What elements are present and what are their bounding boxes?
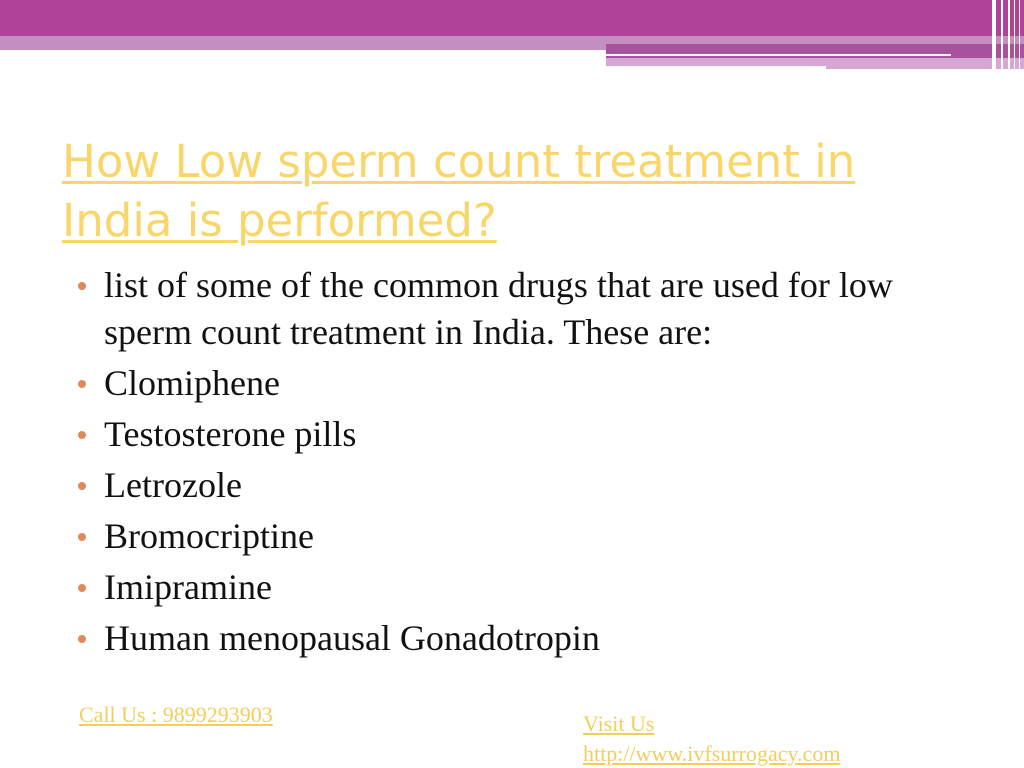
header-vertical-line <box>992 0 996 70</box>
header-band <box>0 0 1024 36</box>
slide-title[interactable]: How Low sperm count treatment in India is performed? <box>62 135 856 247</box>
bullet-dot-icon <box>78 380 86 388</box>
bullet-text: Bromocriptine <box>104 516 314 556</box>
header-vertical-line <box>1019 0 1020 70</box>
bullet-item <box>78 462 958 509</box>
website-link[interactable]: http://www.ivfsurrogacy.com <box>583 741 841 766</box>
header-vertical-line <box>1008 0 1010 70</box>
visit-us-block[interactable] <box>583 709 963 768</box>
bullet-item <box>78 564 958 611</box>
header-vertical-line <box>1001 0 1003 70</box>
bullet-text: Letrozole <box>104 465 242 505</box>
bullet-item <box>78 360 958 407</box>
bullet-text: Clomiphene <box>104 363 280 403</box>
bullet-dot-icon <box>78 584 86 592</box>
call-us-link[interactable]: Call Us : 9899293903 <box>79 702 273 727</box>
bullet-list <box>78 262 958 666</box>
header-band-strip <box>606 58 1024 66</box>
bullet-text: list of some of the common drugs that are used for low sperm count treatment in India. These are: <box>104 265 893 352</box>
bullet-text: Human menopausal Gonadotropin <box>104 618 600 658</box>
bullet-dot-icon <box>78 431 86 439</box>
bullet-item <box>78 615 958 662</box>
header-vertical-line <box>1014 0 1015 70</box>
bullet-dot-icon <box>78 635 86 643</box>
visit-us-label[interactable]: Visit Us <box>583 711 655 736</box>
bullet-dot-icon <box>78 482 86 490</box>
bullet-dot-icon <box>78 282 86 290</box>
bullet-item <box>78 513 958 560</box>
bullet-dot-icon <box>78 533 86 541</box>
bullet-text: Imipramine <box>104 567 272 607</box>
bullet-item <box>78 262 958 356</box>
bullet-item <box>78 411 958 458</box>
bullet-text: Testosterone pills <box>104 414 357 454</box>
header-divider-line <box>606 54 951 56</box>
